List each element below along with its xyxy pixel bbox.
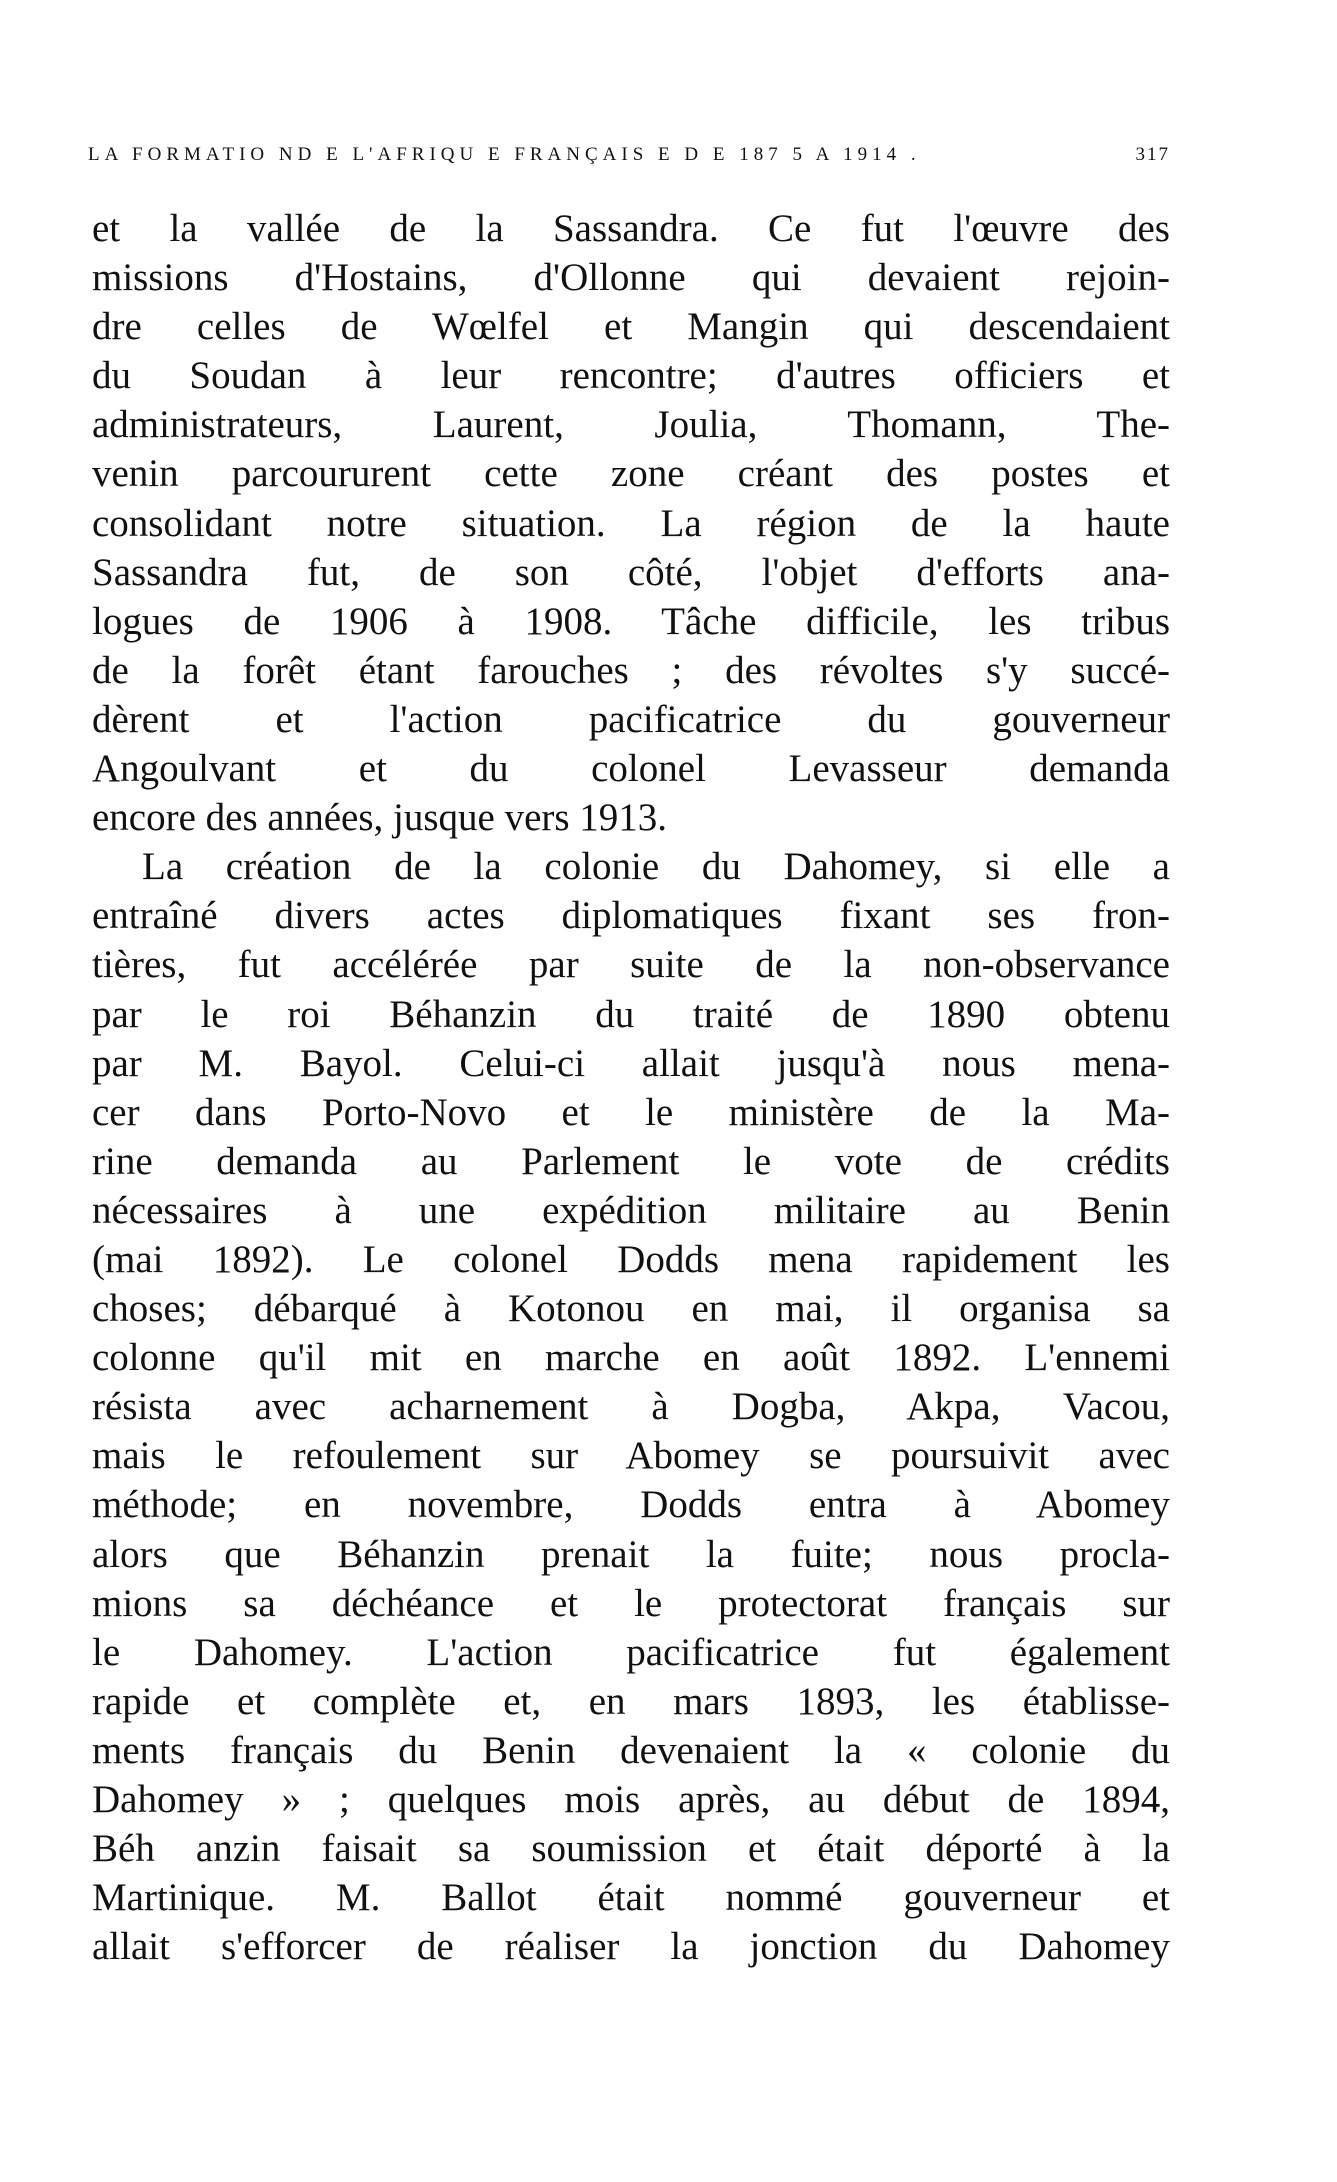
text-line: Dahomey » ; quelques mois après, au début de 1894,	[92, 1778, 1170, 1821]
text-line: ments français du Benin devenaient la « colonie du	[92, 1728, 1170, 1772]
text-line: rapide et complète et, en mars 1893, les établisse-	[92, 1679, 1170, 1723]
text-line: (mai 1892). Le colonel Dodds mena rapidement les	[92, 1237, 1170, 1281]
text-line: cer dans Porto-Novo et le ministère de la Ma-	[92, 1090, 1170, 1134]
text-line: consolidant notre situation. La région de la haute	[92, 501, 1170, 545]
text-line: de la forêt étant farouches ; des révoltes s'y succé-	[92, 648, 1170, 692]
text-line: choses; débarqué à Kotonou en mai, il organisa sa	[92, 1287, 1170, 1331]
text-line: missions d'Hostains, d'Ollonne qui devaient rejoin-	[92, 256, 1170, 300]
text-line: Béh anzin faisait sa soumission et était déporté à la	[92, 1827, 1170, 1871]
text-line: méthode; en novembre, Dodds entra à Abomey	[92, 1483, 1170, 1527]
text-line: résista avec acharnement à Dogba, Akpa, Vacou,	[92, 1385, 1170, 1429]
text-line: par le roi Béhanzin du traité de 1890 obtenu	[92, 992, 1170, 1036]
text-line: du Soudan à leur rencontre; d'autres officiers et	[92, 354, 1170, 398]
text-line: par M. Bayol. Celui-ci allait jusqu'à nous mena-	[92, 1041, 1170, 1085]
text-line: Angoulvant et du colonel Levasseur demanda	[92, 747, 1170, 791]
running-header	[88, 144, 1170, 166]
text-line: La création de la colonie du Dahomey, si elle a	[142, 845, 1170, 889]
text-line: tières, fut accélérée par suite de la non-observance	[92, 943, 1170, 987]
text-line: et la vallée de la Sassandra. Ce fut l'œuvre des	[92, 207, 1170, 250]
text-line: allait s'efforcer de réaliser la jonction du Dahomey	[92, 1925, 1170, 1969]
text-line: administrateurs, Laurent, Joulia, Thomann, The-	[92, 403, 1170, 447]
body-text	[92, 204, 1170, 1971]
text-line: logues de 1906 à 1908. Tâche difficile, les tribus	[92, 599, 1170, 643]
text-line: venin parcoururent cette zone créant des postes et	[92, 452, 1170, 496]
text-line: colonne qu'il mit en marche en août 1892. L'ennemi	[92, 1336, 1170, 1380]
paragraph-1	[92, 204, 1170, 842]
text-line: alors que Béhanzin prenait la fuite; nous procla-	[92, 1532, 1170, 1576]
paragraph-2	[92, 842, 1170, 1971]
text-line: dèrent et l'action pacificatrice du gouverneur	[92, 697, 1170, 741]
text-line: Sassandra fut, de son côté, l'objet d'efforts ana-	[92, 550, 1170, 594]
text-line: entraîné divers actes diplomatiques fixant ses fron-	[92, 894, 1170, 938]
text-line: dre celles de Wœlfel et Mangin qui descendaient	[92, 305, 1170, 349]
text-line: nécessaires à une expédition militaire au Benin	[92, 1188, 1170, 1232]
text-line: Martinique. M. Ballot était nommé gouverneur et	[92, 1876, 1170, 1920]
text-line: le Dahomey. L'action pacificatrice fut également	[92, 1630, 1170, 1674]
text-line: mions sa déchéance et le protectorat français sur	[92, 1581, 1170, 1625]
page-number: 317	[1135, 144, 1170, 165]
text-line: encore des années, jusque vers 1913.	[92, 796, 668, 840]
text-line: mais le refoulement sur Abomey se poursuivit avec	[92, 1434, 1170, 1478]
text-line: rine demanda au Parlement le vote de crédits	[92, 1139, 1170, 1183]
running-header-title: LA FORMATIO ND E L'AFRIQU E FRANÇAIS E D E 187 5 A 1914 .	[88, 144, 921, 165]
